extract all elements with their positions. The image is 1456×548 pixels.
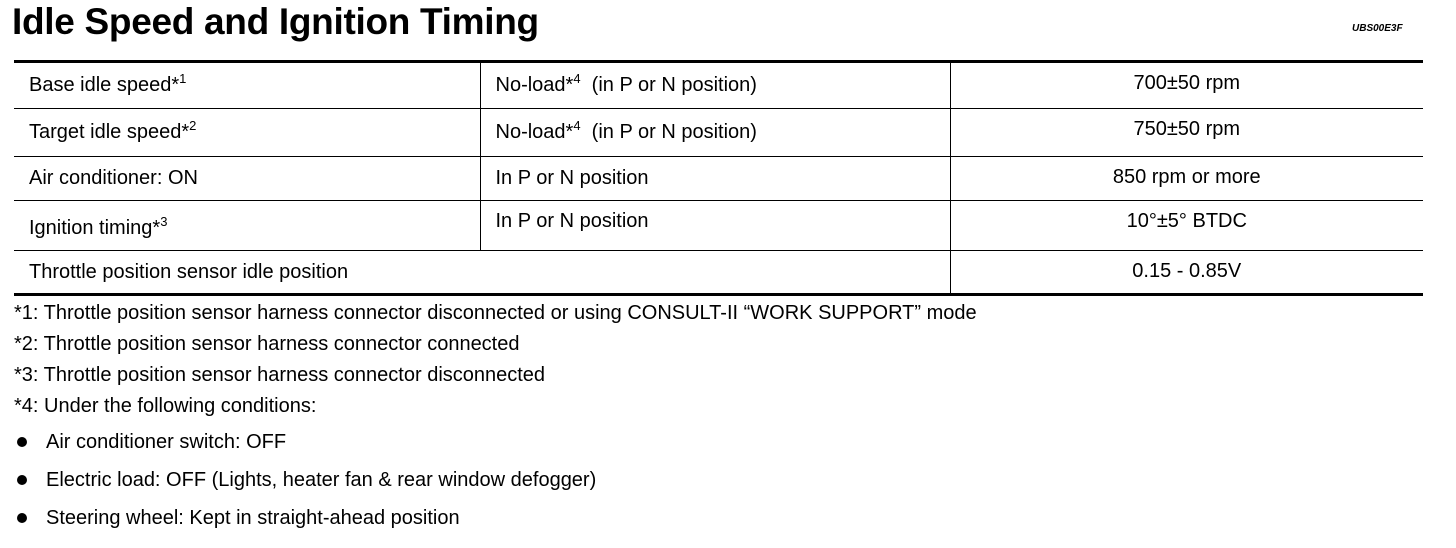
item-label: Base idle speed* <box>29 74 180 96</box>
table-cell-item: Air conditioner: ON <box>14 157 480 201</box>
table-cell-value: 850 rpm or more <box>950 157 1423 201</box>
table-cell-item: Throttle position sensor idle position <box>14 251 950 295</box>
table-cell-value: 10°±5° BTDC <box>950 201 1423 251</box>
footnote: *1: Throttle position sensor harness connector disconnected or using CONSULT-II “WORK SUPPORT” mode <box>14 302 977 324</box>
item-label: Ignition timing* <box>29 217 161 239</box>
list-item <box>14 427 596 465</box>
document-code: UBS00E3F <box>1352 23 1403 34</box>
list-item-text: Electric load: OFF (Lights, heater fan & rear window defogger) <box>46 469 597 491</box>
footnote-ref: 4 <box>573 118 581 133</box>
footnote: *4: Under the following conditions: <box>14 395 317 417</box>
condition-label: No-load* <box>495 121 574 143</box>
list-item <box>14 465 596 503</box>
table-cell-value: 700±50 rpm <box>950 62 1423 109</box>
table-cell-value: 750±50 rpm <box>950 109 1423 157</box>
footnote-ref: 3 <box>160 214 168 229</box>
table-row <box>14 201 1423 251</box>
footnote-ref: 1 <box>179 71 187 86</box>
table-cell-item <box>14 62 480 109</box>
bullet-icon <box>17 475 27 485</box>
table-cell-item <box>14 201 480 251</box>
table-cell-condition: In P or N position <box>480 157 950 201</box>
bullet-icon <box>17 437 27 447</box>
table-cell-condition <box>480 109 950 157</box>
list-item-text: Air conditioner switch: OFF <box>46 431 287 453</box>
item-label: Target idle speed* <box>29 121 190 143</box>
footnotes <box>14 299 977 423</box>
bullet-icon <box>17 513 27 523</box>
table-cell-item <box>14 109 480 157</box>
footnote: *3: Throttle position sensor harness connector disconnected <box>14 364 546 386</box>
footnote: *2: Throttle position sensor harness connector connected <box>14 333 520 355</box>
condition-tail: (in P or N position) <box>580 121 757 143</box>
condition-list <box>14 427 596 541</box>
table-cell-condition <box>480 62 950 109</box>
spec-table <box>14 60 1423 296</box>
condition-tail: (in P or N position) <box>580 74 757 96</box>
table-row <box>14 109 1423 157</box>
footnote-ref: 4 <box>573 71 581 86</box>
list-item <box>14 503 596 541</box>
footnote-ref: 2 <box>189 118 197 133</box>
table-row <box>14 157 1423 201</box>
table-cell-value: 0.15 - 0.85V <box>950 251 1423 295</box>
list-item-text: Steering wheel: Kept in straight-ahead position <box>46 507 460 529</box>
table-cell-condition: In P or N position <box>480 201 950 251</box>
table-row <box>14 251 1423 295</box>
condition-label: No-load* <box>495 74 574 96</box>
table-row <box>14 62 1423 109</box>
page-title: Idle Speed and Ignition Timing <box>12 1 539 42</box>
